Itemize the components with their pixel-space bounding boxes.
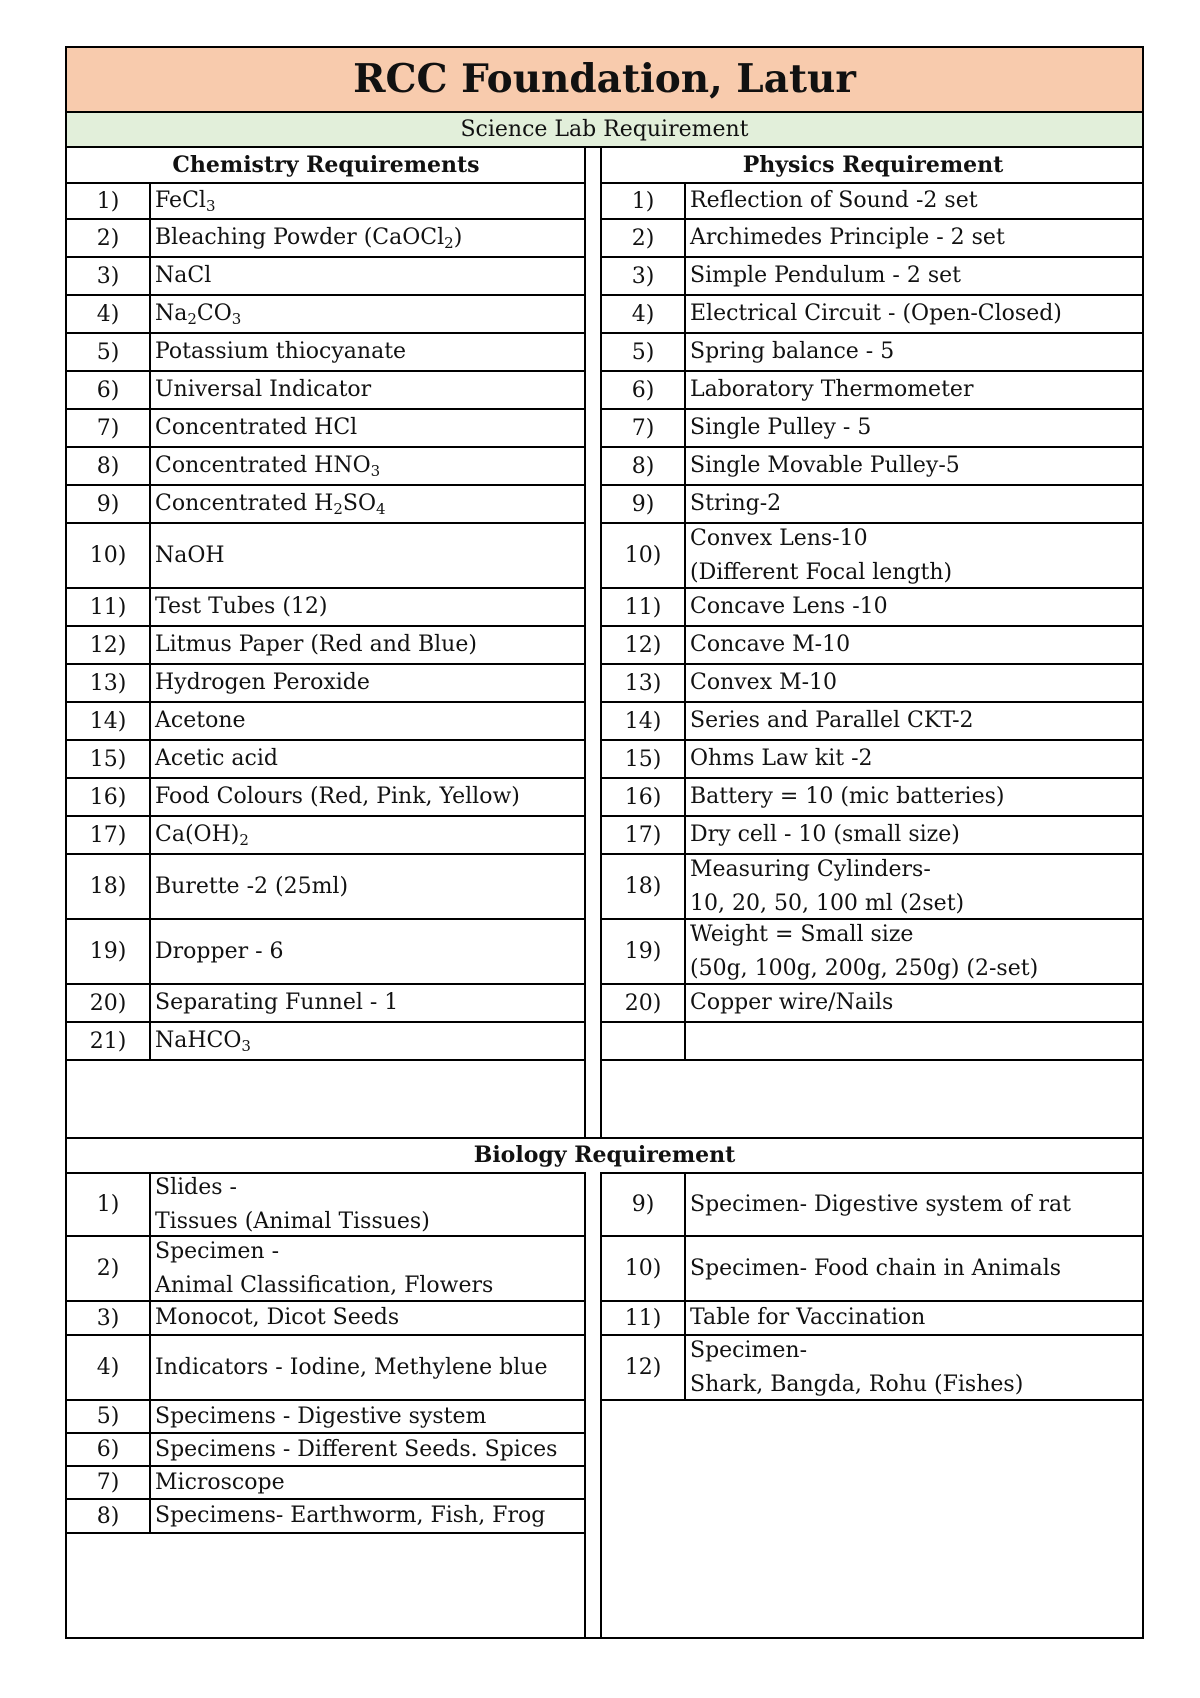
chemistry-item-text bbox=[151, 410, 585, 446]
column-divider-left bbox=[584, 148, 586, 1138]
physics-item-number bbox=[602, 1023, 686, 1059]
physics-item-number: 15) bbox=[602, 741, 686, 777]
biology-item bbox=[67, 1401, 585, 1434]
biology-item bbox=[602, 1237, 1144, 1302]
chemistry-item-number: 16) bbox=[67, 779, 151, 815]
bio-divider-left bbox=[584, 1172, 586, 1639]
biology-item-number: 12) bbox=[602, 1336, 686, 1399]
chemistry-item-text bbox=[151, 627, 585, 663]
chemistry-item bbox=[67, 1023, 585, 1061]
item-line: Specimens - Digestive system bbox=[155, 1403, 487, 1429]
subscript: 2 bbox=[333, 500, 343, 518]
item-line: 10, 20, 50, 100 ml (2set) bbox=[690, 890, 965, 916]
item-line: Single Pulley - 5 bbox=[690, 415, 872, 440]
biology-item-number: 3) bbox=[67, 1302, 151, 1334]
biology-item bbox=[67, 1500, 585, 1534]
subscript: 4 bbox=[376, 500, 386, 518]
physics-item bbox=[602, 334, 1144, 372]
text-segment: CO bbox=[196, 301, 232, 326]
item-formula bbox=[155, 666, 585, 700]
physics-item bbox=[602, 665, 1144, 703]
text-segment: Food Colours (Red, Pink, Yellow) bbox=[155, 784, 520, 809]
chemistry-item-text bbox=[151, 486, 585, 522]
item-formula bbox=[155, 335, 585, 369]
biology-item-text bbox=[686, 1174, 1144, 1235]
biology-item-number: 4) bbox=[67, 1336, 151, 1399]
physics-item-text bbox=[686, 486, 1144, 522]
chemistry-item-number: 17) bbox=[67, 817, 151, 853]
chemistry-item bbox=[67, 589, 585, 627]
chemistry-item-number: 3) bbox=[67, 258, 151, 294]
physics-item-text bbox=[686, 855, 1144, 918]
chemistry-item-number: 20) bbox=[67, 985, 151, 1021]
biology-item-number: 7) bbox=[67, 1467, 151, 1498]
chemistry-item-text bbox=[151, 985, 585, 1021]
subscript: 3 bbox=[231, 310, 242, 328]
item-line: Convex M-10 bbox=[690, 670, 838, 695]
chemistry-item-text bbox=[151, 220, 585, 256]
chemistry-item-number: 8) bbox=[67, 448, 151, 484]
biology-item-number: 8) bbox=[67, 1500, 151, 1532]
biology-item bbox=[67, 1172, 585, 1237]
physics-item-text bbox=[686, 779, 1144, 815]
physics-item bbox=[602, 779, 1144, 817]
physics-item-text bbox=[686, 334, 1144, 370]
chemistry-item-text bbox=[151, 817, 585, 853]
item-formula bbox=[155, 539, 585, 573]
item-formula bbox=[155, 742, 585, 776]
physics-item-text bbox=[686, 741, 1144, 777]
chemistry-item-text bbox=[151, 920, 585, 983]
item-line: Specimens- Earthworm, Fish, Frog bbox=[155, 1503, 546, 1528]
chemistry-item bbox=[67, 855, 585, 920]
chemistry-item bbox=[67, 627, 585, 665]
chemistry-item-number: 7) bbox=[67, 410, 151, 446]
biology-item-number: 10) bbox=[602, 1237, 686, 1300]
item-line: Indicators - Iodine, Methylene blue bbox=[155, 1354, 548, 1380]
physics-item-text bbox=[686, 524, 1144, 587]
biology-item-text bbox=[151, 1174, 585, 1235]
biology-item-number: 11) bbox=[602, 1302, 686, 1334]
physics-item-text bbox=[686, 220, 1144, 256]
text-segment: NaCl bbox=[155, 263, 212, 288]
biology-item-text bbox=[151, 1237, 585, 1300]
chemistry-item bbox=[67, 665, 585, 703]
biology-item-text bbox=[151, 1336, 585, 1399]
chemistry-item bbox=[67, 410, 585, 448]
physics-item bbox=[602, 855, 1144, 920]
text-segment: Bleaching Powder (CaOCl bbox=[155, 225, 445, 250]
document-title: RCC Foundation, Latur bbox=[67, 48, 1142, 113]
item-line: Tissues (Animal Tissues) bbox=[155, 1208, 430, 1234]
biology-item bbox=[67, 1336, 585, 1401]
physics-item-number: 16) bbox=[602, 779, 686, 815]
physics-item bbox=[602, 524, 1144, 589]
item-formula bbox=[155, 184, 585, 218]
chemistry-item bbox=[67, 334, 585, 372]
chemistry-item-text bbox=[151, 589, 585, 625]
chemistry-item-text bbox=[151, 372, 585, 408]
item-line: Electrical Circuit - (Open-Closed) bbox=[690, 301, 1062, 326]
chemistry-item bbox=[67, 741, 585, 779]
item-line: Weight = Small size bbox=[690, 921, 914, 947]
text-segment: Potassium thiocyanate bbox=[155, 339, 407, 364]
physics-item-number: 19) bbox=[602, 920, 686, 983]
item-line: Specimen- bbox=[690, 1337, 808, 1363]
text-segment: SO bbox=[342, 491, 377, 516]
chemistry-item-text bbox=[151, 448, 585, 484]
text-segment: Litmus Paper (Red and Blue) bbox=[155, 632, 477, 657]
physics-item-number: 14) bbox=[602, 703, 686, 739]
text-segment: FeCl bbox=[155, 188, 206, 213]
physics-item bbox=[602, 920, 1144, 985]
physics-item-number: 4) bbox=[602, 296, 686, 332]
item-formula bbox=[155, 373, 585, 407]
chemistry-item bbox=[67, 258, 585, 296]
text-segment: Acetic acid bbox=[155, 746, 278, 771]
biology-item-text bbox=[151, 1434, 585, 1465]
chemistry-item-number: 6) bbox=[67, 372, 151, 408]
chemistry-item bbox=[67, 220, 585, 258]
chemistry-item-number: 9) bbox=[67, 486, 151, 522]
item-formula bbox=[155, 487, 585, 521]
chemistry-item-text bbox=[151, 184, 585, 218]
chemistry-item-text bbox=[151, 1023, 585, 1059]
physics-item-number: 20) bbox=[602, 985, 686, 1021]
text-segment: Separating Funnel - 1 bbox=[155, 990, 399, 1015]
physics-item bbox=[602, 372, 1144, 410]
text-segment: Na bbox=[155, 301, 188, 326]
physics-item bbox=[602, 589, 1144, 627]
item-line: Monocot, Dicot Seeds bbox=[155, 1305, 400, 1330]
chemistry-item bbox=[67, 182, 585, 220]
chemistry-item bbox=[67, 817, 585, 855]
chemistry-item-number: 1) bbox=[67, 184, 151, 218]
physics-item bbox=[602, 220, 1144, 258]
item-line: Specimen- Digestive system of rat bbox=[690, 1191, 1071, 1217]
item-line: (Different Focal length) bbox=[690, 559, 953, 585]
item-line: Table for Vaccination bbox=[690, 1305, 926, 1330]
subscript: 2 bbox=[444, 234, 454, 252]
physics-item-text bbox=[686, 448, 1144, 484]
item-line: Dry cell - 10 (small size) bbox=[690, 822, 960, 847]
physics-item-number: 11) bbox=[602, 589, 686, 625]
text-segment: Concentrated HCl bbox=[155, 415, 358, 440]
item-line: Slides - bbox=[155, 1174, 237, 1200]
item-formula bbox=[155, 935, 585, 969]
biology-item-text bbox=[151, 1302, 585, 1334]
physics-item bbox=[602, 703, 1144, 741]
item-line: Specimen- Food chain in Animals bbox=[690, 1255, 1062, 1281]
text-segment: Concentrated HNO bbox=[155, 453, 371, 478]
biology-item-text bbox=[151, 1401, 585, 1432]
physics-item-number: 13) bbox=[602, 665, 686, 701]
chemistry-heading: Chemistry Requirements bbox=[172, 152, 480, 178]
item-formula bbox=[155, 590, 585, 624]
biology-item-number: 6) bbox=[67, 1434, 151, 1465]
item-formula bbox=[155, 628, 585, 662]
physics-item bbox=[602, 296, 1144, 334]
chemistry-item bbox=[67, 703, 585, 741]
chemistry-item-number: 15) bbox=[67, 741, 151, 777]
item-formula bbox=[155, 221, 585, 255]
chemistry-item-text bbox=[151, 334, 585, 370]
chemistry-item-number: 13) bbox=[67, 665, 151, 701]
item-line: Microscope bbox=[155, 1469, 285, 1495]
document-subtitle: Science Lab Requirement bbox=[67, 113, 1142, 148]
physics-item-number: 5) bbox=[602, 334, 686, 370]
subscript: 3 bbox=[370, 462, 381, 480]
subscript: 3 bbox=[205, 197, 216, 215]
biology-item-text bbox=[686, 1237, 1144, 1300]
chemistry-item-number: 14) bbox=[67, 703, 151, 739]
physics-item-number: 6) bbox=[602, 372, 686, 408]
item-line: Convex Lens-10 bbox=[690, 525, 868, 551]
physics-item-number: 9) bbox=[602, 486, 686, 522]
column-divider-right bbox=[600, 148, 602, 1138]
physics-item bbox=[602, 1023, 1144, 1061]
text-segment: ) bbox=[453, 225, 463, 250]
item-formula bbox=[155, 704, 585, 738]
item-line: Battery = 10 (mic batteries) bbox=[690, 784, 1005, 809]
physics-item-text bbox=[686, 296, 1144, 332]
biology-item-text bbox=[151, 1500, 585, 1532]
chemistry-item-text bbox=[151, 855, 585, 918]
physics-item-text bbox=[686, 589, 1144, 625]
chemistry-item bbox=[67, 372, 585, 410]
text-segment: Acetone bbox=[155, 708, 246, 733]
item-formula bbox=[155, 297, 585, 331]
item-line: Concave M-10 bbox=[690, 632, 851, 657]
biology-item bbox=[67, 1302, 585, 1336]
requirements-sheet bbox=[65, 46, 1144, 1639]
chemistry-item-number: 18) bbox=[67, 855, 151, 918]
item-line: Specimen - bbox=[155, 1238, 280, 1264]
item-line: Ohms Law kit -2 bbox=[690, 746, 873, 771]
physics-item-text bbox=[686, 817, 1144, 853]
item-line: (50g, 100g, 200g, 250g) (2-set) bbox=[690, 955, 1039, 981]
chemistry-item bbox=[67, 296, 585, 334]
text-segment: NaOH bbox=[155, 542, 225, 568]
chemistry-item bbox=[67, 985, 585, 1023]
biology-item-text bbox=[686, 1336, 1144, 1399]
physics-heading: Physics Requirement bbox=[742, 152, 1004, 178]
physics-item-text bbox=[686, 703, 1144, 739]
physics-item-text bbox=[686, 410, 1144, 446]
item-line: Laboratory Thermometer bbox=[690, 377, 974, 402]
physics-item-number: 3) bbox=[602, 258, 686, 294]
item-formula bbox=[155, 449, 585, 483]
chemistry-item-number: 2) bbox=[67, 220, 151, 256]
item-line: Concave Lens -10 bbox=[690, 594, 888, 619]
chemistry-item-text bbox=[151, 741, 585, 777]
chemistry-item-text bbox=[151, 258, 585, 294]
biology-item-number: 9) bbox=[602, 1174, 686, 1235]
item-line: Animal Classification, Flowers bbox=[155, 1272, 494, 1298]
physics-item-number: 17) bbox=[602, 817, 686, 853]
biology-item bbox=[67, 1434, 585, 1467]
item-line: Single Movable Pulley-5 bbox=[690, 453, 960, 478]
biology-item bbox=[602, 1172, 1144, 1237]
biology-heading: Biology Requirement bbox=[473, 1142, 736, 1168]
physics-item-text bbox=[686, 665, 1144, 701]
item-line: Spring balance - 5 bbox=[690, 339, 895, 364]
physics-item bbox=[602, 486, 1144, 524]
subscript: 2 bbox=[239, 831, 249, 849]
chemistry-item-number: 19) bbox=[67, 920, 151, 983]
text-segment: Concentrated H bbox=[155, 491, 334, 516]
item-formula bbox=[155, 1024, 585, 1058]
chemistry-item-number: 4) bbox=[67, 296, 151, 332]
text-segment: Dropper - 6 bbox=[155, 938, 284, 964]
item-formula bbox=[155, 780, 585, 814]
item-line: Copper wire/Nails bbox=[690, 990, 894, 1015]
item-line: Simple Pendulum - 2 set bbox=[690, 263, 961, 288]
chemistry-item bbox=[67, 448, 585, 486]
biology-item-number: 5) bbox=[67, 1401, 151, 1432]
chemistry-item-number: 12) bbox=[67, 627, 151, 663]
biology-item bbox=[67, 1237, 585, 1302]
physics-item bbox=[602, 627, 1144, 665]
physics-item-number: 10) bbox=[602, 524, 686, 587]
physics-item-text bbox=[686, 985, 1144, 1021]
physics-item-number: 2) bbox=[602, 220, 686, 256]
item-line: Archimedes Principle - 2 set bbox=[690, 225, 1005, 250]
physics-item-text bbox=[686, 920, 1144, 983]
biology-item-number: 2) bbox=[67, 1237, 151, 1300]
chemistry-item-number: 21) bbox=[67, 1023, 151, 1059]
item-line: Measuring Cylinders- bbox=[690, 856, 931, 882]
biology-item-text bbox=[151, 1467, 585, 1498]
subscript: 2 bbox=[187, 310, 197, 328]
chemistry-item-text bbox=[151, 524, 585, 587]
physics-item bbox=[602, 985, 1144, 1023]
physics-item bbox=[602, 741, 1144, 779]
physics-item-number: 8) bbox=[602, 448, 686, 484]
biology-item bbox=[67, 1467, 585, 1500]
item-line: Series and Parallel CKT-2 bbox=[690, 708, 974, 733]
physics-item-number: 1) bbox=[602, 184, 686, 218]
text-segment: Test Tubes (12) bbox=[155, 594, 328, 619]
biology-item-text bbox=[686, 1302, 1144, 1334]
chemistry-item-text bbox=[151, 296, 585, 332]
chemistry-item bbox=[67, 486, 585, 524]
chemistry-item-text bbox=[151, 665, 585, 701]
physics-item-text bbox=[686, 627, 1144, 663]
subscript: 3 bbox=[241, 1037, 251, 1055]
chemistry-item-text bbox=[151, 779, 585, 815]
physics-item bbox=[602, 182, 1144, 220]
physics-item-number: 18) bbox=[602, 855, 686, 918]
biology-item-number: 1) bbox=[67, 1174, 151, 1235]
biology-item bbox=[602, 1302, 1144, 1336]
physics-item bbox=[602, 258, 1144, 296]
physics-item bbox=[602, 448, 1144, 486]
item-formula bbox=[155, 986, 585, 1020]
item-line: Reflection of Sound -2 set bbox=[690, 188, 978, 213]
bio-divider-right bbox=[600, 1172, 602, 1639]
item-formula bbox=[155, 259, 585, 293]
item-line: Specimens - Different Seeds. Spices bbox=[155, 1436, 558, 1462]
chemistry-item-number: 11) bbox=[67, 589, 151, 625]
physics-item-number: 12) bbox=[602, 627, 686, 663]
physics-item-number: 7) bbox=[602, 410, 686, 446]
physics-item-text bbox=[686, 184, 1144, 218]
physics-item bbox=[602, 817, 1144, 855]
text-segment: Ca(OH) bbox=[155, 822, 240, 847]
chemistry-item bbox=[67, 524, 585, 589]
chemistry-item-number: 5) bbox=[67, 334, 151, 370]
text-segment: NaHCO bbox=[155, 1028, 242, 1053]
physics-item-text bbox=[686, 372, 1144, 408]
chemistry-item bbox=[67, 779, 585, 817]
biology-item bbox=[602, 1336, 1144, 1401]
physics-item-text bbox=[686, 1023, 1144, 1059]
chemistry-item bbox=[67, 920, 585, 985]
item-formula bbox=[155, 818, 585, 852]
text-segment: Hydrogen Peroxide bbox=[155, 670, 370, 695]
chemistry-item-text bbox=[151, 703, 585, 739]
physics-item-text bbox=[686, 258, 1144, 294]
physics-item bbox=[602, 410, 1144, 448]
text-segment: Universal Indicator bbox=[155, 377, 372, 402]
chemistry-item-number: 10) bbox=[67, 524, 151, 587]
item-line: Shark, Bangda, Rohu (Fishes) bbox=[690, 1371, 1024, 1397]
item-formula bbox=[155, 870, 585, 904]
text-segment: Burette -2 (25ml) bbox=[155, 873, 349, 899]
item-line: String-2 bbox=[690, 491, 782, 516]
item-formula bbox=[155, 411, 585, 445]
